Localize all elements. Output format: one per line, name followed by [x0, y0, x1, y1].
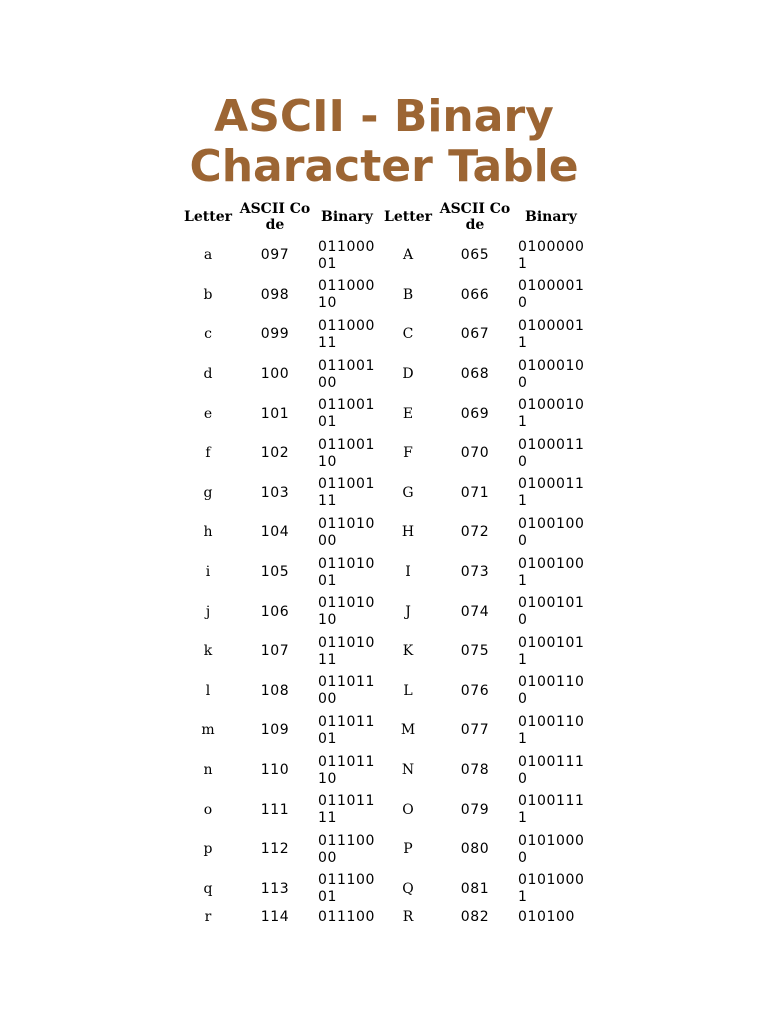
lowercase-binary-cell: 01100111	[318, 476, 376, 510]
uppercase-ascii-code-cell: 066	[460, 286, 490, 303]
uppercase-binary-cell: 01000001	[518, 238, 585, 272]
uppercase-binary-cell: 01001010	[518, 595, 585, 629]
lowercase-ascii-code-cell: 114	[260, 909, 290, 926]
uppercase-binary-cell: 01001001	[518, 555, 585, 589]
lowercase-ascii-code-cell: 110	[260, 762, 290, 779]
lowercase-binary-cell: 01101011	[318, 634, 376, 668]
lowercase-binary-cell: 01101101	[318, 713, 376, 747]
lowercase-letter-cell: d	[203, 366, 213, 383]
uppercase-binary-cell: 01000111	[518, 476, 585, 510]
uppercase-ascii-code-cell: 073	[460, 564, 490, 581]
lowercase-binary-cell: 011100	[318, 909, 376, 926]
lowercase-letter-cell: f	[205, 445, 211, 462]
lowercase-ascii-code-cell: 101	[260, 405, 290, 422]
uppercase-letter-cell: I	[405, 564, 411, 581]
table-row	[180, 711, 588, 751]
lowercase-binary-cell: 01101100	[318, 674, 376, 708]
uppercase-ascii-code-cell: 079	[460, 801, 490, 818]
table-row	[180, 513, 588, 553]
uppercase-ascii-code-cell: 075	[460, 643, 490, 660]
uppercase-letter-cell: R	[402, 909, 414, 926]
lowercase-binary-cell: 01110000	[318, 832, 376, 866]
lowercase-ascii-code-cell: 111	[260, 801, 290, 818]
title-line-2: Character Table	[189, 141, 579, 192]
lowercase-letter-cell: c	[204, 326, 212, 343]
lowercase-ascii-code-cell: 106	[260, 603, 290, 620]
uppercase-letter-cell: G	[402, 484, 414, 501]
lowercase-ascii-code-cell: 098	[260, 286, 290, 303]
table-row	[180, 434, 588, 474]
uppercase-ascii-code-cell: 081	[460, 880, 490, 897]
lowercase-binary-cell: 01100001	[318, 238, 376, 272]
uppercase-letter-cell: N	[401, 762, 415, 779]
uppercase-ascii-code-cell: 068	[460, 366, 490, 383]
header-ascii-code-upper: ASCII Code	[439, 201, 511, 233]
table-row	[180, 790, 588, 830]
table-row	[180, 672, 588, 712]
uppercase-binary-cell: 01000011	[518, 317, 585, 351]
lowercase-binary-cell: 01101000	[318, 515, 376, 549]
lowercase-binary-cell: 01101110	[318, 753, 376, 787]
lowercase-ascii-code-cell: 102	[260, 445, 290, 462]
uppercase-ascii-code-cell: 067	[460, 326, 490, 343]
uppercase-ascii-code-cell: 077	[460, 722, 490, 739]
lowercase-ascii-code-cell: 107	[260, 643, 290, 660]
uppercase-letter-cell: J	[405, 603, 411, 620]
lowercase-letter-cell: a	[203, 247, 213, 264]
header-ascii-code-lower: ASCII Code	[239, 201, 311, 233]
uppercase-binary-cell: 01001000	[518, 515, 585, 549]
uppercase-binary-cell: 01010001	[518, 872, 585, 906]
lowercase-letter-cell: b	[203, 286, 213, 303]
lowercase-ascii-code-cell: 108	[260, 682, 290, 699]
uppercase-letter-cell: A	[402, 247, 414, 264]
table-row	[180, 355, 588, 395]
uppercase-ascii-code-cell: 074	[460, 603, 490, 620]
lowercase-letter-cell: k	[203, 643, 213, 660]
uppercase-binary-cell: 01000100	[518, 357, 585, 391]
lowercase-letter-cell: h	[203, 524, 213, 541]
header-binary-lower: Binary	[321, 209, 373, 225]
uppercase-binary-cell: 01000101	[518, 397, 585, 431]
lowercase-letter-cell: m	[201, 722, 215, 739]
lowercase-letter-cell: g	[203, 484, 213, 501]
uppercase-binary-cell: 01001011	[518, 634, 585, 668]
uppercase-ascii-code-cell: 076	[460, 682, 490, 699]
uppercase-binary-cell: 01001101	[518, 713, 585, 747]
uppercase-ascii-code-cell: 071	[460, 484, 490, 501]
header-letter-lower: Letter	[184, 209, 232, 225]
uppercase-ascii-code-cell: 065	[460, 247, 490, 264]
uppercase-ascii-code-cell: 070	[460, 445, 490, 462]
uppercase-letter-cell: D	[402, 366, 414, 383]
lowercase-ascii-code-cell: 103	[260, 484, 290, 501]
uppercase-binary-cell: 01001111	[518, 793, 585, 827]
uppercase-ascii-code-cell: 078	[460, 762, 490, 779]
uppercase-letter-cell: C	[402, 326, 414, 343]
table-row	[180, 632, 588, 672]
lowercase-binary-cell: 01100010	[318, 278, 376, 312]
uppercase-binary-cell: 01010000	[518, 832, 585, 866]
uppercase-binary-cell: 01000010	[518, 278, 585, 312]
lowercase-binary-cell: 01101010	[318, 595, 376, 629]
table-row	[180, 394, 588, 434]
table-row	[180, 870, 588, 910]
uppercase-binary-cell: 01001100	[518, 674, 585, 708]
uppercase-ascii-code-cell: 080	[460, 841, 490, 858]
lowercase-letter-cell: o	[203, 801, 213, 818]
uppercase-letter-cell: H	[401, 524, 415, 541]
table-row	[180, 592, 588, 632]
lowercase-ascii-code-cell: 097	[260, 247, 290, 264]
uppercase-letter-cell: K	[402, 643, 414, 660]
ascii-binary-table-container	[180, 198, 588, 929]
uppercase-binary-cell: 01000110	[518, 436, 585, 470]
uppercase-letter-cell: L	[403, 682, 413, 699]
lowercase-letter-cell: q	[203, 880, 213, 897]
table-row	[180, 751, 588, 791]
lowercase-ascii-code-cell: 109	[260, 722, 290, 739]
table-row	[180, 553, 588, 593]
table-row	[180, 236, 588, 276]
uppercase-letter-cell: E	[402, 405, 414, 422]
lowercase-binary-cell: 01101111	[318, 793, 376, 827]
lowercase-ascii-code-cell: 105	[260, 564, 290, 581]
uppercase-ascii-code-cell: 082	[460, 909, 490, 926]
table-body	[180, 236, 588, 929]
table-row-partial	[180, 909, 588, 929]
lowercase-letter-cell: r	[204, 909, 212, 926]
page-title	[0, 92, 768, 192]
table-row	[180, 830, 588, 870]
lowercase-ascii-code-cell: 104	[260, 524, 290, 541]
title-line-1: ASCII - Binary	[214, 91, 554, 142]
lowercase-letter-cell: j	[205, 603, 211, 620]
table-row	[180, 474, 588, 514]
header-binary-upper: Binary	[525, 209, 577, 225]
lowercase-ascii-code-cell: 113	[260, 880, 290, 897]
lowercase-letter-cell: e	[203, 405, 213, 422]
uppercase-binary-cell: 010100	[518, 909, 576, 926]
uppercase-letter-cell: O	[402, 801, 414, 818]
uppercase-letter-cell: P	[403, 841, 413, 858]
lowercase-binary-cell: 01101001	[318, 555, 376, 589]
lowercase-letter-cell: n	[203, 762, 213, 779]
header-letter-upper: Letter	[384, 209, 432, 225]
lowercase-ascii-code-cell: 112	[260, 841, 290, 858]
lowercase-letter-cell: p	[203, 841, 213, 858]
uppercase-ascii-code-cell: 072	[460, 524, 490, 541]
uppercase-letter-cell: B	[402, 286, 414, 303]
lowercase-binary-cell: 01100011	[318, 317, 376, 351]
lowercase-ascii-code-cell: 099	[260, 326, 290, 343]
lowercase-binary-cell: 01100110	[318, 436, 376, 470]
uppercase-letter-cell: F	[403, 445, 413, 462]
uppercase-binary-cell: 01001110	[518, 753, 585, 787]
lowercase-ascii-code-cell: 100	[260, 366, 290, 383]
uppercase-letter-cell: M	[400, 722, 416, 739]
uppercase-letter-cell: Q	[402, 880, 414, 897]
table-row	[180, 276, 588, 316]
lowercase-binary-cell: 01110001	[318, 872, 376, 906]
table-row	[180, 315, 588, 355]
table-header-row	[180, 198, 588, 236]
lowercase-letter-cell: l	[205, 682, 211, 699]
lowercase-binary-cell: 01100101	[318, 397, 376, 431]
ascii-binary-table	[180, 198, 588, 929]
lowercase-binary-cell: 01100100	[318, 357, 376, 391]
uppercase-ascii-code-cell: 069	[460, 405, 490, 422]
lowercase-letter-cell: i	[205, 564, 211, 581]
